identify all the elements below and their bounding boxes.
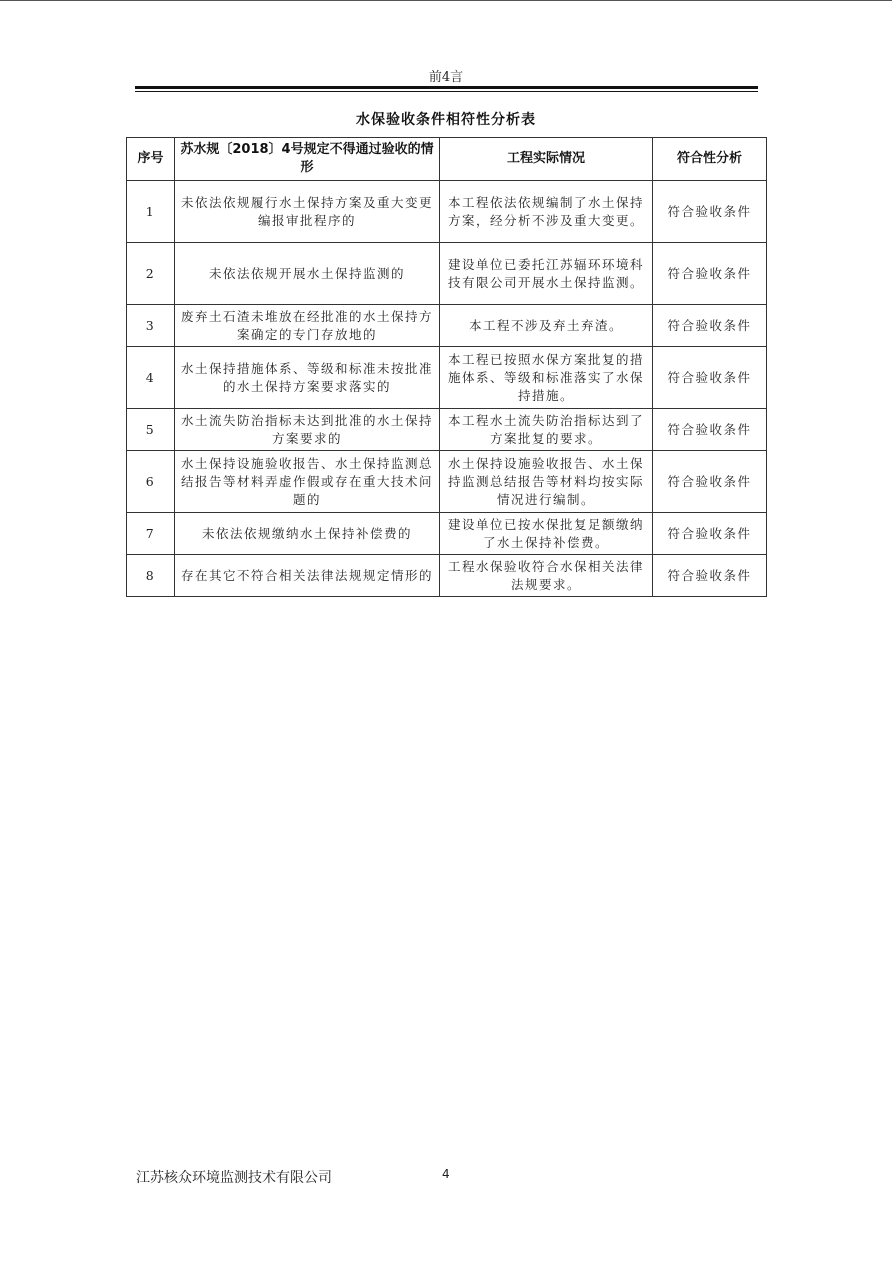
cell-actual: 水土保持设施验收报告、水土保持监测总结报告等材料均按实际情况进行编制。	[440, 451, 653, 513]
table-row	[127, 305, 767, 347]
cell-number: 6	[127, 451, 175, 513]
table-row	[127, 243, 767, 305]
page-top-border	[0, 0, 892, 1]
footer-page-number: 4	[442, 1167, 450, 1181]
cell-condition: 未依法依规履行水土保持方案及重大变更编报审批程序的	[175, 181, 440, 243]
cell-analysis: 符合验收条件	[653, 451, 767, 513]
cell-actual: 本工程不涉及弃土弃渣。	[440, 305, 653, 347]
cell-actual: 工程水保验收符合水保相关法律法规要求。	[440, 555, 653, 597]
header-number: 序号	[127, 138, 175, 181]
cell-actual: 本工程依法依规编制了水土保持方案，经分析不涉及重大变更。	[440, 181, 653, 243]
header-actual: 工程实际情况	[440, 138, 653, 181]
cell-condition: 废弃土石渣未堆放在经批准的水土保持方案确定的专门存放地的	[175, 305, 440, 347]
footer-company-name: 江苏核众环境监测技术有限公司	[136, 1170, 332, 1186]
cell-analysis: 符合验收条件	[653, 305, 767, 347]
page-header: 前4言	[428, 70, 464, 85]
table-row	[127, 555, 767, 597]
cell-condition: 未依法依规开展水土保持监测的	[175, 243, 440, 305]
table-row	[127, 347, 767, 409]
cell-number: 7	[127, 513, 175, 555]
cell-analysis: 符合验收条件	[653, 243, 767, 305]
table-row	[127, 513, 767, 555]
cell-number: 2	[127, 243, 175, 305]
cell-condition: 未依法依规缴纳水土保持补偿费的	[175, 513, 440, 555]
table-row	[127, 181, 767, 243]
table-row	[127, 409, 767, 451]
cell-number: 8	[127, 555, 175, 597]
cell-actual: 本工程已按照水保方案批复的措施体系、等级和标准落实了水保持措施。	[440, 347, 653, 409]
cell-analysis: 符合验收条件	[653, 513, 767, 555]
cell-actual: 建设单位已委托江苏辐环环境科技有限公司开展水土保持监测。	[440, 243, 653, 305]
header-rule-thin	[135, 91, 758, 92]
header-analysis: 符合性分析	[653, 138, 767, 181]
cell-condition: 水土保持设施验收报告、水土保持监测总结报告等材料弄虚作假或存在重大技术问题的	[175, 451, 440, 513]
cell-condition: 水土流失防治指标未达到批准的水土保持方案要求的	[175, 409, 440, 451]
cell-number: 5	[127, 409, 175, 451]
cell-actual: 本工程水土流失防治指标达到了方案批复的要求。	[440, 409, 653, 451]
cell-condition: 存在其它不符合相关法律法规规定情形的	[175, 555, 440, 597]
cell-analysis: 符合验收条件	[653, 181, 767, 243]
compliance-table	[126, 137, 767, 597]
cell-number: 3	[127, 305, 175, 347]
header-condition: 苏水规〔2018〕4号规定不得通过验收的情形	[175, 138, 440, 181]
cell-condition: 水土保持措施体系、等级和标准未按批准的水土保持方案要求落实的	[175, 347, 440, 409]
table-row	[127, 451, 767, 513]
cell-analysis: 符合验收条件	[653, 409, 767, 451]
cell-analysis: 符合验收条件	[653, 555, 767, 597]
cell-analysis: 符合验收条件	[653, 347, 767, 409]
table-title: 水保验收条件相符性分析表	[356, 112, 536, 128]
cell-number: 1	[127, 181, 175, 243]
header-rule-thick	[135, 86, 758, 89]
table-header-row	[127, 138, 767, 181]
cell-number: 4	[127, 347, 175, 409]
cell-actual: 建设单位已按水保批复足额缴纳了水土保持补偿费。	[440, 513, 653, 555]
